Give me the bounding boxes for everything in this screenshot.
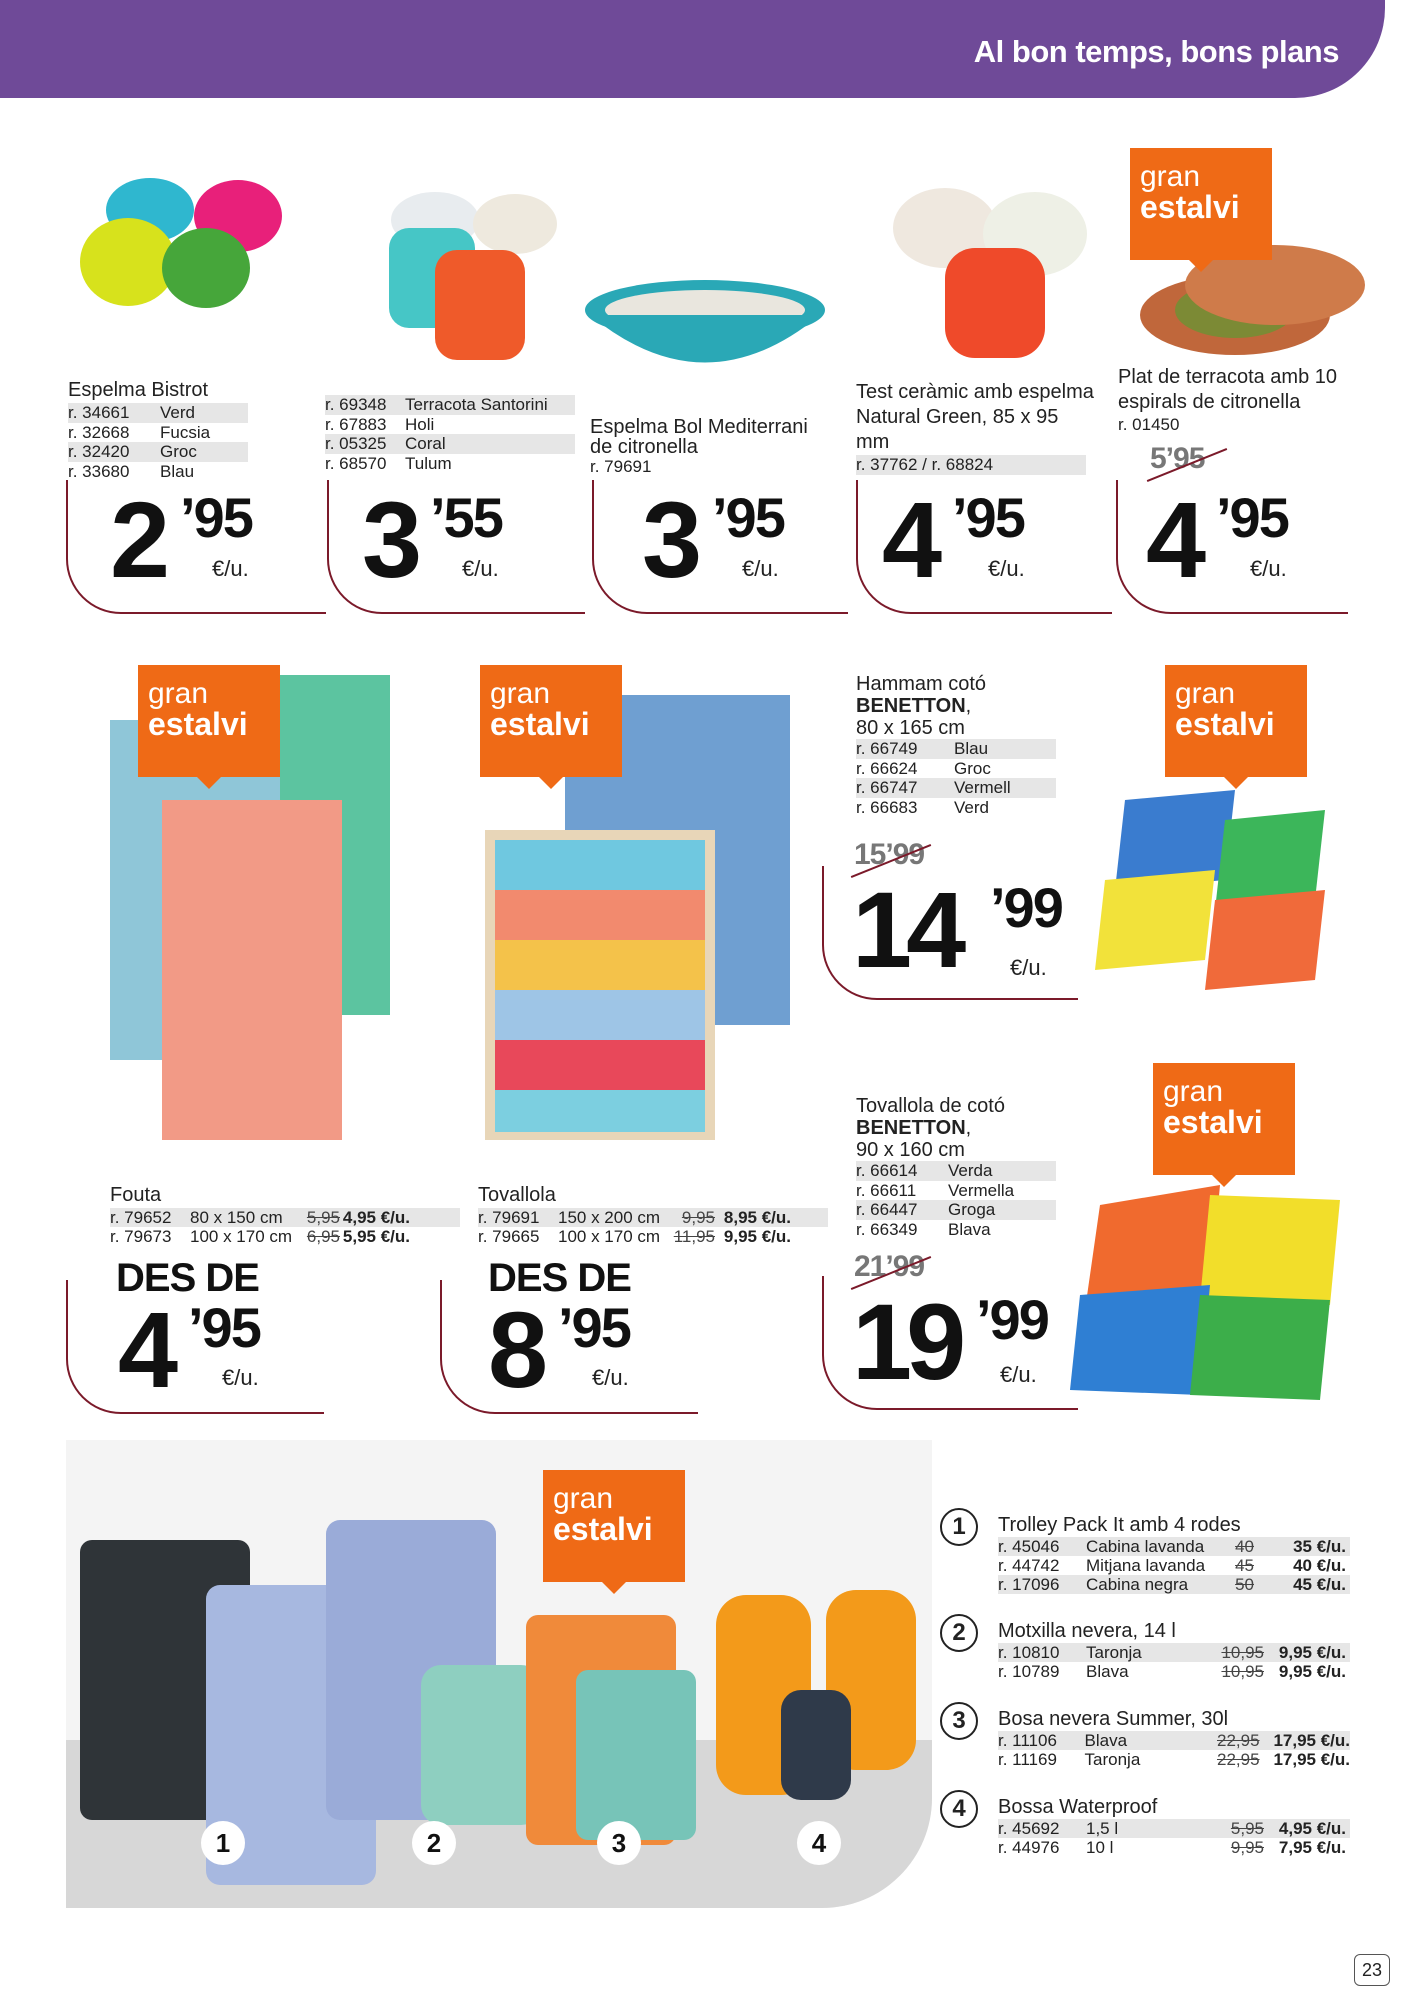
ceramic-candles-image (885, 178, 1095, 368)
price-unit: €/u. (1250, 556, 1287, 581)
product-title: Trolley Pack It amb 4 rodes (998, 1514, 1241, 1536)
product-title: Espelma Bol Mediterrani de citronella (590, 416, 808, 458)
product-terracotta-plate: Plat de terracota amb 10 espirals de citronella r. 01450 (1118, 365, 1368, 435)
photo-number-2: 2 (412, 1821, 456, 1865)
old-price: 5’95 (1150, 442, 1204, 476)
bowl-candle-image (580, 280, 830, 390)
price-decimal: ’99 (990, 876, 1062, 939)
photo-number-1: 1 (201, 1821, 245, 1865)
photo-number-3: 3 (597, 1821, 641, 1865)
product-title: Plat de terracota amb 10 espirals de citronella (1118, 366, 1338, 413)
price-prefix: DES DE (116, 1256, 259, 1300)
price-decimal: ’95 (180, 486, 252, 549)
gran-estalvi-badge: gran estalvi (543, 1470, 685, 1582)
product-title: Hammam cotó BENETTON, 80 x 165 cm (856, 673, 987, 739)
luggage-item-2: 2 Motxilla nevera, 14 l r. 10810 Taronja 10,95 9,95 €/u. r. 10789 Blava 10,95 9,95 €/u. (940, 1614, 1350, 1681)
bistrot-candles-image (70, 170, 300, 340)
price-decimal: ’95 (952, 486, 1024, 549)
product-title: Espelma Bistrot (68, 379, 209, 401)
price-unit: €/u. (742, 556, 779, 581)
price-integer: 14 (852, 869, 961, 990)
product-tovallola: Tovallola r. 79691 150 x 200 cm 9,95 8,95 €/u. r. 79665 100 x 170 cm 11,95 9,95 €/u. (478, 1183, 828, 1246)
price-decimal: ’95 (712, 486, 784, 549)
price-unit: €/u. (462, 556, 499, 581)
gran-estalvi-badge: gran estalvi (480, 665, 622, 777)
price-unit: €/u. (222, 1365, 259, 1390)
product-terracota-candles: r. 69348 Terracota Santorini r. 67883 Holi r. 05325 Coral r. 68570 Tulum (325, 395, 575, 473)
product-title: Tovallola de cotó BENETTON, 90 x 160 cm (856, 1095, 1005, 1161)
price-unit: €/u. (1010, 955, 1047, 980)
price-decimal: ’99 (976, 1288, 1048, 1351)
photo-number-4: 4 (797, 1821, 841, 1865)
price-integer: 3 (642, 479, 697, 600)
price-unit: €/u. (1000, 1362, 1037, 1387)
price-decimal: ’55 (430, 486, 502, 549)
item-number: 4 (940, 1790, 978, 1828)
luggage-item-3: 3 Bosa nevera Summer, 30l r. 11106 Blava 22,95 17,95 €/u. r. 11169 Taronja 22,95 17,95 €/u. (940, 1702, 1350, 1769)
price-integer: 4 (1146, 479, 1201, 600)
price-unit: €/u. (988, 556, 1025, 581)
gran-estalvi-badge: gran estalvi (1153, 1063, 1295, 1175)
price-unit: €/u. (592, 1365, 629, 1390)
page-number: 23 (1354, 1954, 1390, 1986)
product-benetton-towel: Tovallola de cotó BENETTON, 90 x 160 cm r. 66614 Verda r. 66611 Vermella r. 66447 Groga r. 66349 Blava (856, 1095, 1056, 1239)
product-title: Fouta (110, 1184, 162, 1206)
product-title: Test ceràmic amb espelma Natural Green, 85 x 95 mm (856, 381, 1094, 453)
price-integer: 3 (362, 479, 417, 600)
item-number: 1 (940, 1508, 978, 1546)
price-integer: 4 (882, 479, 937, 600)
price-unit: €/u. (212, 556, 249, 581)
price-decimal: ’95 (558, 1296, 630, 1359)
product-title: Motxilla nevera, 14 l (998, 1620, 1176, 1642)
product-title: Tovallola (478, 1184, 556, 1206)
product-fouta: Fouta r. 79652 80 x 150 cm 5,95 4,95 €/u. r. 79673 100 x 170 cm 6,95 5,95 €/u. (110, 1183, 460, 1246)
price-integer: 4 (118, 1289, 173, 1410)
product-hammam: Hammam cotó BENETTON, 80 x 165 cm r. 66749 Blau r. 66624 Groc r. 66747 Vermell r. 66683 Verd (856, 673, 1056, 817)
price-integer: 2 (110, 479, 165, 600)
price-decimal: ’95 (188, 1296, 260, 1359)
luggage-item-4: 4 Bossa Waterproof r. 45692 1,5 l 5,95 4,95 €/u. r. 44976 10 l 9,95 7,95 €/u. (940, 1790, 1350, 1857)
product-bowl-candle: Espelma Bol Mediterrani de citronella r. 79691 (590, 417, 835, 477)
price-decimal: ’95 (1216, 486, 1288, 549)
price-integer: 19 (852, 1281, 961, 1402)
hammam-towels-image (1075, 780, 1330, 1020)
gran-estalvi-badge: gran estalvi (1130, 148, 1272, 260)
luggage-item-1: 1 Trolley Pack It amb 4 rodes r. 45046 Cabina lavanda 40 35 €/u. r. 44742 Mitjana lavanda 45 40 €/u. r. 17096 Cabina negra 50 45 €/u. (940, 1508, 1350, 1594)
old-price: 21’99 (854, 1250, 924, 1284)
price-integer: 8 (488, 1289, 543, 1410)
gran-estalvi-badge: gran estalvi (138, 665, 280, 777)
product-ceramic-candle: Test ceràmic amb espelma Natural Green, 85 x 95 mm r. 37762 / r. 68824 (856, 380, 1096, 475)
old-price: 15’99 (854, 838, 924, 872)
terracota-candles-image (375, 180, 575, 370)
item-number: 3 (940, 1702, 978, 1740)
benetton-towels-image (1060, 1175, 1360, 1405)
product-title: Bossa Waterproof (998, 1796, 1158, 1818)
page-title: Al bon temps, bons plans (973, 34, 1339, 69)
item-number: 2 (940, 1614, 978, 1652)
product-title: Bosa nevera Summer, 30l (998, 1708, 1229, 1730)
price-prefix: DES DE (488, 1256, 631, 1300)
gran-estalvi-badge: gran estalvi (1165, 665, 1307, 777)
product-espelma-bistrot: Espelma Bistrot r. 34661 Verd r. 32668 Fucsia r. 32420 Groc r. 33680 Blau (68, 378, 248, 481)
